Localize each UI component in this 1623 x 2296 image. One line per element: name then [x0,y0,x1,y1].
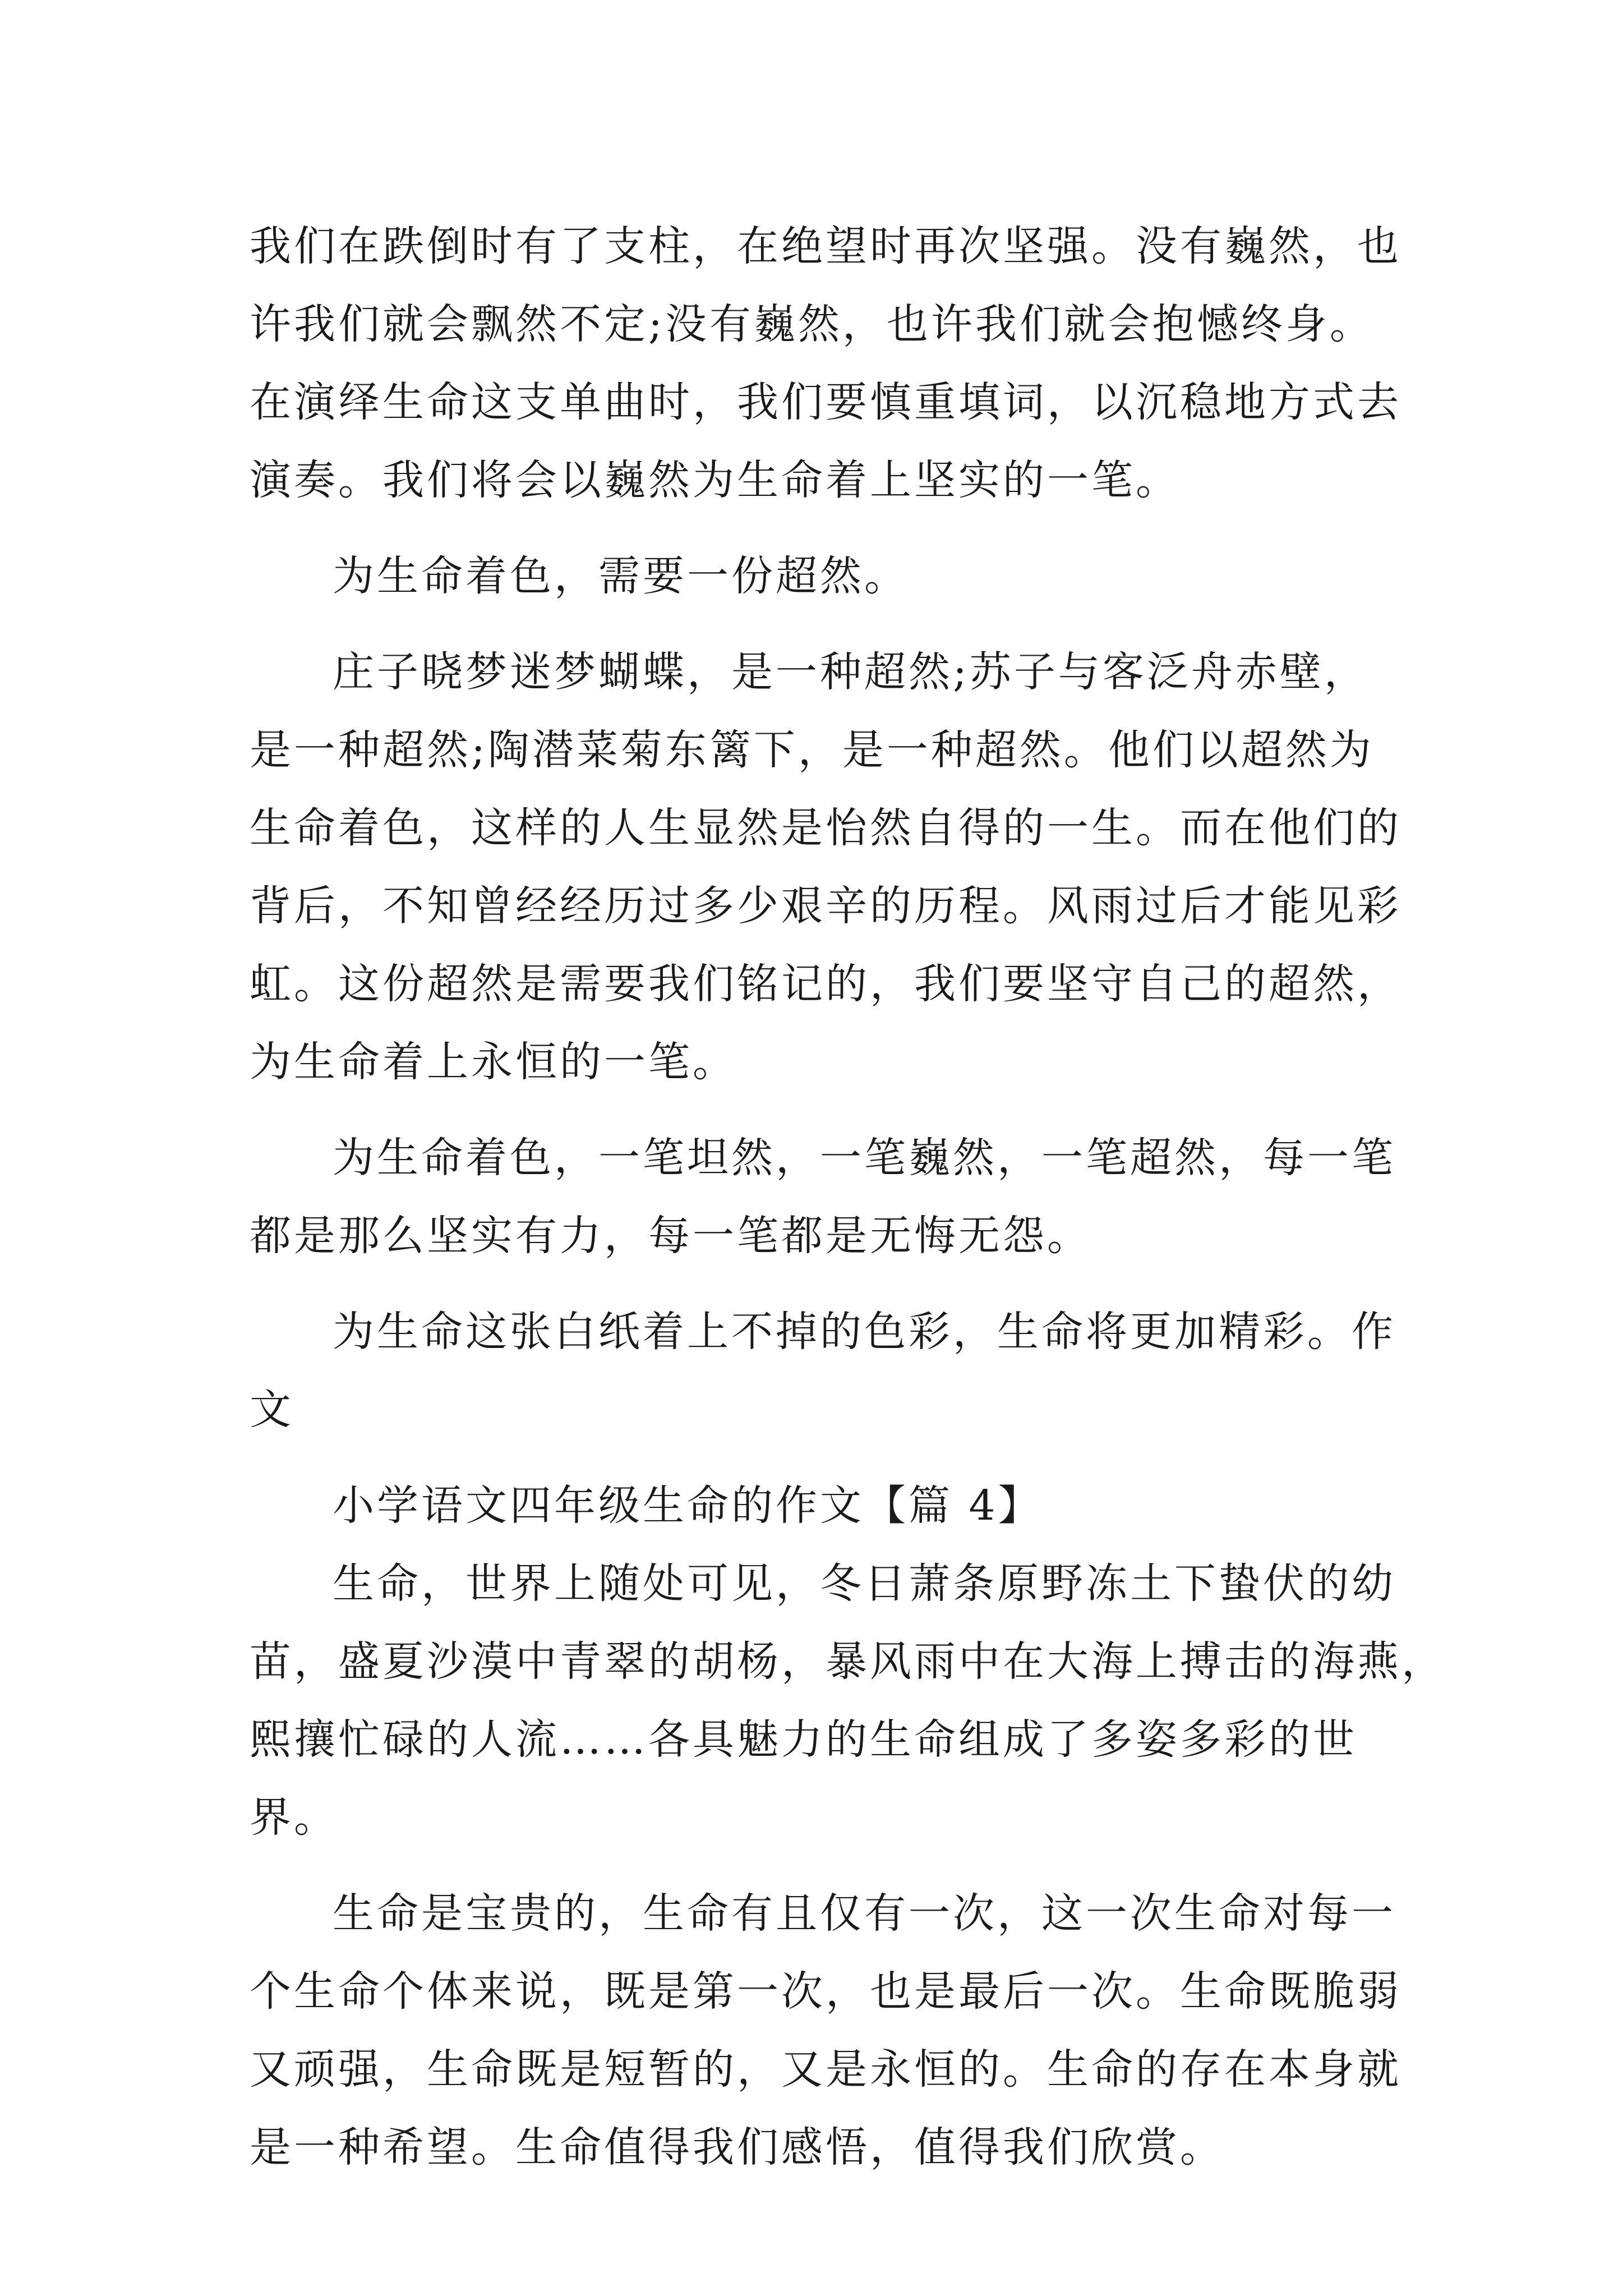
section-heading: 小学语文四年级生命的作文【篇 4】 [333,1481,1043,1530]
text-line: 为生命着色，需要一份超然。 [333,552,909,600]
text-line: 文 [250,1386,294,1434]
text-line: 都是那么坚实有力，每一笔都是无悔无怨。 [250,1212,1091,1260]
text-line: 我们在跌倒时有了支柱，在绝望时再次坚强。没有巍然，也 [250,222,1401,270]
text-line: 虹。这份超然是需要我们铭记的，我们要坚守自己的超然， [250,960,1401,1008]
body-text [250,208,1446,2187]
text-line: 生命着色，这样的人生显然是怡然自得的一生。而在他们的 [250,804,1401,852]
text-line: 生命是宝贵的，生命有且仅有一次，这一次生命对每一 [333,1889,1396,1938]
text-line: 庄子晓梦迷梦蝴蝶，是一种超然;苏子与客泛舟赤壁， [333,648,1368,696]
text-line: 背后，不知曾经经历过多少艰辛的历程。风雨过后才能见彩 [250,882,1401,930]
text-line: 演奏。我们将会以巍然为生命着上坚实的一笔。 [250,456,1180,504]
text-line: 为生命这张白纸着上不掉的色彩，生命将更加精彩。作 [333,1308,1396,1356]
text-line: 苗，盛夏沙漠中青翠的胡杨，暴风雨中在大海上搏击的海燕， [250,1637,1446,1686]
text-line: 许我们就会飘然不定;没有巍然，也许我们就会抱憾终身。 [250,300,1374,348]
text-line: 又顽强，生命既是短暂的，又是永恒的。生命的存在本身就 [250,2045,1401,2093]
text-line: 生命，世界上随处可见，冬日萧条原野冻土下蛰伏的幼 [333,1559,1396,1608]
text-line: 个生命个体来说，既是第一次，也是最后一次。生命既脆弱 [250,1967,1401,2016]
text-line: 是一种超然;陶潜菜菊东篱下，是一种超然。他们以超然为 [250,726,1374,774]
text-line: 熙攘忙碌的人流……各具魅力的生命组成了多姿多彩的世 [250,1715,1357,1764]
text-line: 为生命着上永恒的一笔。 [250,1038,737,1086]
text-line: 是一种希望。生命值得我们感悟，值得我们欣赏。 [250,2123,1224,2171]
text-line: 在演绎生命这支单曲时，我们要慎重填词，以沉稳地方式去 [250,378,1401,426]
text-line: 为生命着色，一笔坦然，一笔巍然，一笔超然，每一笔 [333,1134,1396,1182]
text-line: 界。 [250,1793,338,1842]
